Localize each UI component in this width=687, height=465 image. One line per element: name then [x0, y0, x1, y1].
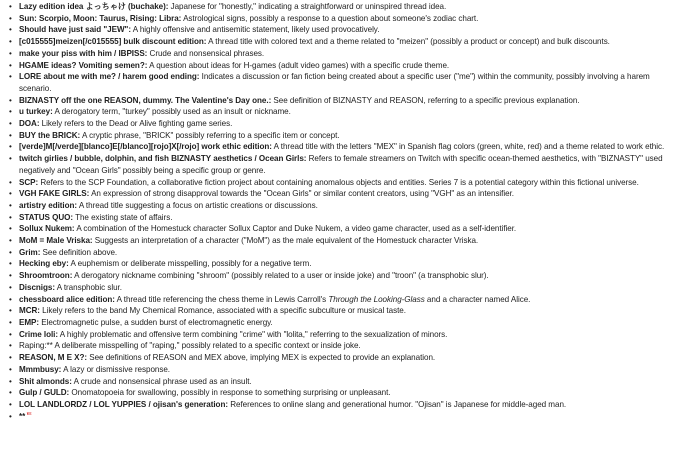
entry-definition: A derogatory nickname combining "shroom" (possibly related to a user or inside joke) and "troon" (a transphobic slur).: [72, 271, 489, 281]
entry-term: MoM = Male Vriska:: [19, 236, 93, 246]
list-item: [9, 376, 681, 388]
entry-term: VGH FAKE GIRLS:: [19, 189, 90, 199]
entry-term: DOA:: [19, 119, 40, 129]
entry-definition-tail: and a character named Alice.: [424, 294, 531, 304]
entry-term: STATUS QUO:: [19, 212, 74, 222]
list-item: [9, 36, 681, 48]
entry-term: Gulp / GULD:: [19, 388, 70, 398]
entry-term: twitch girlies / bubble, dolphin, and fish BIZNASTY aesthetics / Ocean Girls:: [19, 154, 307, 164]
entry-definition: Refers to the SCP Foundation, a collaborative fiction project about containing anomalous objects and entities. Series 7 is a potential category within this fictional universe.: [38, 177, 639, 187]
list-item: [9, 270, 681, 282]
entry-term: MCR:: [19, 306, 40, 316]
entry-term: Mmmbusy:: [19, 364, 62, 374]
list-item: [9, 399, 681, 411]
entry-term: artistry edition:: [19, 200, 78, 210]
list-item: [9, 153, 681, 176]
entry-term: Lazy edition idea よっちゃけ (buchake):: [19, 2, 169, 11]
list-item: [9, 48, 681, 60]
entry-term: **: [19, 411, 26, 421]
list-item: [9, 60, 681, 72]
entry-definition: A thread title with colored text and a theme related to "meizen" (possibly a product or concept) and bulk discounts.: [206, 37, 610, 47]
list-item: [9, 1, 681, 13]
entry-definition: A deliberate misspelling of "raping," possibly related to a specific context or inside joke.: [52, 341, 361, 351]
entry-definition: A highly problematic and offensive term combining "crime" with "lolita," referring to the sexualization of minors.: [58, 329, 448, 339]
list-item: [9, 352, 681, 364]
list-item: [9, 247, 681, 259]
entry-term: Grim:: [19, 247, 41, 257]
entry-term: Hecking eby:: [19, 259, 69, 269]
entry-definition: See definition of BIZNASTY and REASON, referring to a specific previous explanation.: [271, 95, 580, 105]
entry-definition: Crude and nonsensical phrases.: [147, 48, 265, 58]
list-item: [9, 411, 681, 423]
entry-term: LOL LANDLORDZ / LOL YUPPIES / ojisan's generation:: [19, 399, 228, 409]
entry-term: Shit almonds:: [19, 376, 72, 386]
list-item: [9, 188, 681, 200]
entry-term: Sollux Nukem:: [19, 224, 75, 234]
list-item: [9, 130, 681, 142]
entry-term: make your piss with him / IBPISS:: [19, 48, 148, 58]
list-item: [9, 118, 681, 130]
list-item: [9, 258, 681, 270]
glossary-list: [9, 1, 681, 422]
list-item: [9, 141, 681, 153]
entry-term: u turkey:: [19, 107, 53, 117]
list-item: [9, 329, 681, 341]
list-item: [9, 106, 681, 118]
trailing-glyph: ᄐ: [25, 411, 33, 421]
list-item: [9, 13, 681, 25]
entry-definition: Astrological signs, possibly a response to a question about someone's zodiac chart.: [181, 13, 479, 23]
entry-definition: A lazy or dismissive response.: [61, 364, 170, 374]
entry-definition: Suggests an interpretation of a character ("MoM") as the male equivalent of the Homestuck character Vriska.: [92, 236, 479, 246]
entry-definition: Electromagnetic pulse, a sudden burst of electromagnetic energy.: [39, 317, 273, 327]
entry-term: BIZNASTY off the one REASON, dummy. The Valentine's Day one.:: [19, 95, 272, 105]
list-item: [9, 223, 681, 235]
entry-definition: A thread title suggesting a focus on artistic creations or discussions.: [77, 200, 318, 210]
entry-definition: A euphemism or deliberate misspelling, possibly for a negative term.: [68, 259, 312, 269]
entry-term: LORE about me with me? / harem good ending:: [19, 72, 200, 82]
entry-term: Sun: Scorpio, Moon: Taurus, Rising: Libra:: [19, 13, 182, 23]
list-item: [9, 317, 681, 329]
entry-definition: See definition above.: [40, 247, 118, 257]
entry-term: HGAME ideas? Vomiting semen?:: [19, 60, 148, 70]
list-item: [9, 235, 681, 247]
list-item: [9, 177, 681, 189]
list-item: [9, 387, 681, 399]
entry-term: Discnigs:: [19, 282, 55, 292]
entry-definition: A highly offensive and antisemitic statement, likely used provocatively.: [130, 25, 380, 35]
entry-term: EMP:: [19, 317, 40, 327]
entry-definition: A derogatory term, "turkey" possibly used as an insult or nickname.: [52, 107, 291, 117]
entry-term: REASON, M E X?:: [19, 353, 88, 363]
book-title: Through the Looking-Glass: [328, 294, 425, 304]
entry-term: Crime loli:: [19, 329, 59, 339]
entry-term: chessboard alice edition:: [19, 294, 115, 304]
entry-term: [verde]M[/verde][blanco]E[/blanco][rojo]X[/rojo] work ethic edition:: [19, 142, 272, 152]
entry-definition: A cryptic phrase, "BRICK" possibly referring to a specific item or concept.: [80, 130, 340, 140]
entry-definition: The existing state of affairs.: [73, 212, 173, 222]
entry-definition: A thread title with the letters "MEX" in Spanish flag colors (green, white, red) and a theme related to work ethic.: [271, 142, 665, 152]
entry-term: [c015555]meizen[/c015555] bulk discount edition:: [19, 37, 207, 47]
entry-definition: See definitions of REASON and MEX above, implying MEX is expected to provide an explanation.: [87, 353, 436, 363]
entry-term: SCP:: [19, 177, 39, 187]
entry-definition: A crude and nonsensical phrase used as an insult.: [71, 376, 252, 386]
entry-definition: Likely refers to the band My Chemical Romance, associated with a specific subculture or musical taste.: [39, 306, 406, 316]
list-item: [9, 71, 681, 94]
entry-definition: An expression of strong disapproval towards the "Ocean Girls" or similar content creators, using "VGH" as an intensifier.: [89, 189, 514, 199]
entry-definition: A thread title referencing the chess theme in Lewis Carroll's: [114, 294, 329, 304]
entry-definition: Onomatopoeia for swallowing, possibly in response to something surprising or unpleasant.: [69, 388, 391, 398]
entry-definition: Japanese for "honestly," indicating a straightforward or uninspired thread idea.: [168, 2, 447, 11]
entry-term: Raping:**: [19, 341, 53, 351]
entry-definition: Refers to female streamers on Twitch with specific ocean-themed aesthetics, with "BIZNASTY" used negatively and "Ocean Girls" possibly being a specific group or genre.: [19, 154, 663, 175]
entry-term: BUY the BRICK:: [19, 130, 81, 140]
list-item: [9, 282, 681, 294]
list-item: [9, 95, 681, 107]
list-item: [9, 24, 681, 36]
list-item: [9, 212, 681, 224]
entry-term: Should have just said "JEW":: [19, 25, 131, 35]
entry-definition: A question about ideas for H-games (adult video games) with a specific crude theme.: [147, 60, 450, 70]
list-item: [9, 305, 681, 317]
entry-definition: Likely refers to the Dead or Alive fighting game series.: [39, 119, 233, 129]
entry-definition: A combination of the Homestuck character Sollux Captor and Duke Nukem, a video game character, used as a self-identifier.: [74, 224, 517, 234]
entry-definition: References to online slang and generational humor. "Ojisan" is Japanese for middle-aged man.: [228, 399, 567, 409]
list-item: [9, 340, 681, 352]
entry-definition: A transphobic slur.: [54, 282, 122, 292]
list-item: [9, 200, 681, 212]
list-item: [9, 294, 681, 306]
entry-term: Shroomtroon:: [19, 271, 73, 281]
list-item: [9, 364, 681, 376]
entry-definition: Indicates a discussion or fan fiction being created about a specific user ("me") within the community, possibly involving a harem scenario.: [19, 72, 650, 93]
